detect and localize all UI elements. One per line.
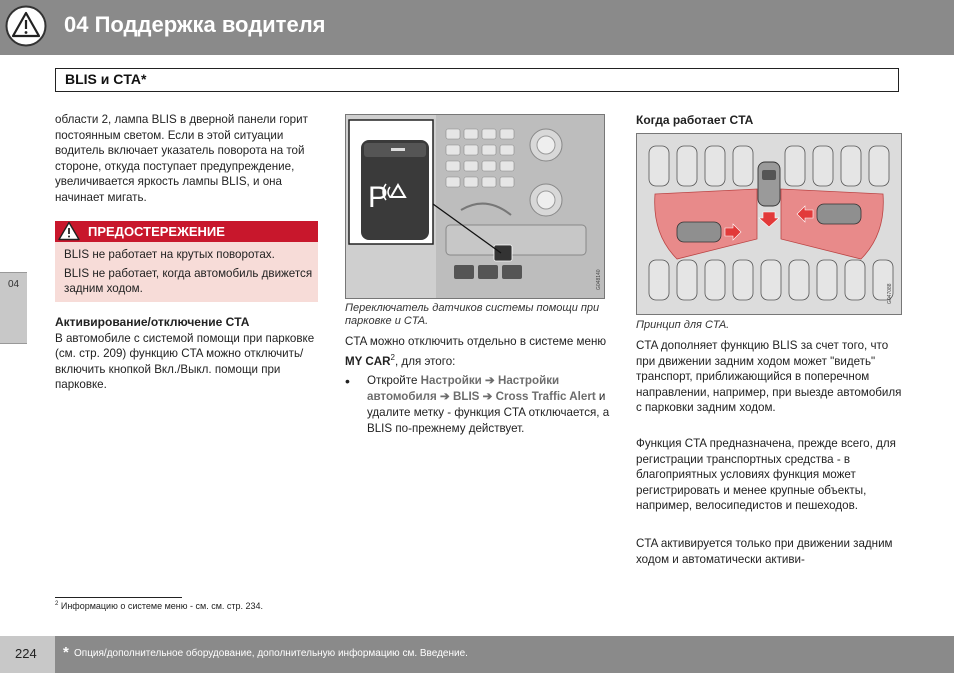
- footer-star: *: [63, 644, 69, 661]
- warning-line-1: BLIS не работает на крутых поворотах.: [64, 248, 275, 261]
- parking-switch-illustration: [346, 115, 604, 298]
- image-code: G047088: [887, 283, 893, 304]
- cta-paragraph-2: [636, 436, 904, 514]
- menu-name: MY CAR: [345, 354, 391, 368]
- cta-section-heading: [636, 113, 901, 129]
- instruction-bullet: [345, 373, 610, 437]
- page-number: 224: [15, 646, 37, 661]
- warning-triangle-icon: [58, 221, 80, 241]
- warning-line-2: BLIS не работает, когда автомобиль движется задним ходом.: [64, 267, 313, 295]
- intro-paragraph: [55, 112, 323, 206]
- bullet-text: Откройте Настройки ➔ Настройки автомобиля ➔ BLIS ➔ Cross Traffic Alert и удалите метку - функция CTA отключается, а BLIS по-прежнему действует.: [367, 374, 610, 435]
- footnote-divider: [55, 597, 182, 598]
- menu-text: CTA можно отключить отдельно в системе меню MY CAR$^2$, для этого:: [345, 335, 607, 368]
- cta-paragraph-3: [636, 536, 904, 567]
- chapter-title: 04 Поддержка водителя: [64, 12, 326, 37]
- menu-paragraph: [345, 334, 610, 369]
- activation-section: [55, 315, 323, 393]
- activation-text: В автомобиле с системой помощи при парковке (см. стр. 209) функцию CTA можно отключить/включить кнопкой Вкл./Выкл. помощи при парковке.: [55, 331, 315, 392]
- cta-principle-diagram: [637, 134, 901, 314]
- page-header: [0, 0, 954, 55]
- cta-caption: Принцип для CTA.: [636, 319, 730, 331]
- cta-text-2: Функция CTA предназначена, прежде всего, для регистрации транспортных средства - в благоприятных условиях функция может регистрировать и менее крупные объекты, например, велосипедистов и пешеходов.: [636, 437, 896, 513]
- intro-text: области 2, лампа BLIS в дверной панели горит постоянным светом. Если в этой ситуации водитель включает указатель поворота на той стороне, откуда поступает предупреждение, увеличивается яркость лампы BLIS, и она начинает мигать.: [55, 113, 308, 204]
- svg-text:P: P: [368, 181, 389, 214]
- warning-box: [55, 221, 318, 302]
- chapter-side-tab: [0, 272, 27, 344]
- page-footer: [0, 636, 954, 673]
- cta-diagram: [636, 133, 902, 315]
- cta-text-1: CTA дополняет функцию BLIS за счет того, что при движении задним ходом может "видеть" транспорт, приближающийся в поперечном направлении, например, при выезде автомобиля с парковки задним ходом.: [636, 339, 902, 415]
- warning-title: ПРЕДОСТЕРЕЖЕНИЕ: [88, 224, 225, 239]
- footnote: $^2$ Информацию о системе меню - см. см. стр. 234.: [55, 601, 264, 611]
- parking-switch-image: [345, 114, 605, 299]
- warning-header: [55, 221, 318, 242]
- bullet-icon: •: [345, 373, 350, 389]
- cta-paragraph-1: [636, 338, 904, 416]
- footer-note: Опция/дополнительное оборудование, дополнительную информацию см. Введение.: [74, 648, 468, 659]
- warning-triangle-icon: [5, 5, 47, 47]
- section-title-bar: [55, 68, 899, 92]
- section-title: BLIS и CTA*: [65, 71, 147, 87]
- activation-subheading: Активирование/отключение CTA: [55, 315, 250, 329]
- page-number-box: [0, 636, 55, 673]
- parking-switch-caption: Переключатель датчиков системы помощи при парковке и CTA.: [345, 302, 600, 327]
- cta-text-3: CTA активируется только при движении задним ходом и автоматически активи-: [636, 537, 893, 566]
- image-code: G048140: [596, 269, 602, 290]
- cta-subheading: Когда работает CTA: [636, 113, 754, 127]
- chapter-side-tab-label: 04: [8, 279, 20, 290]
